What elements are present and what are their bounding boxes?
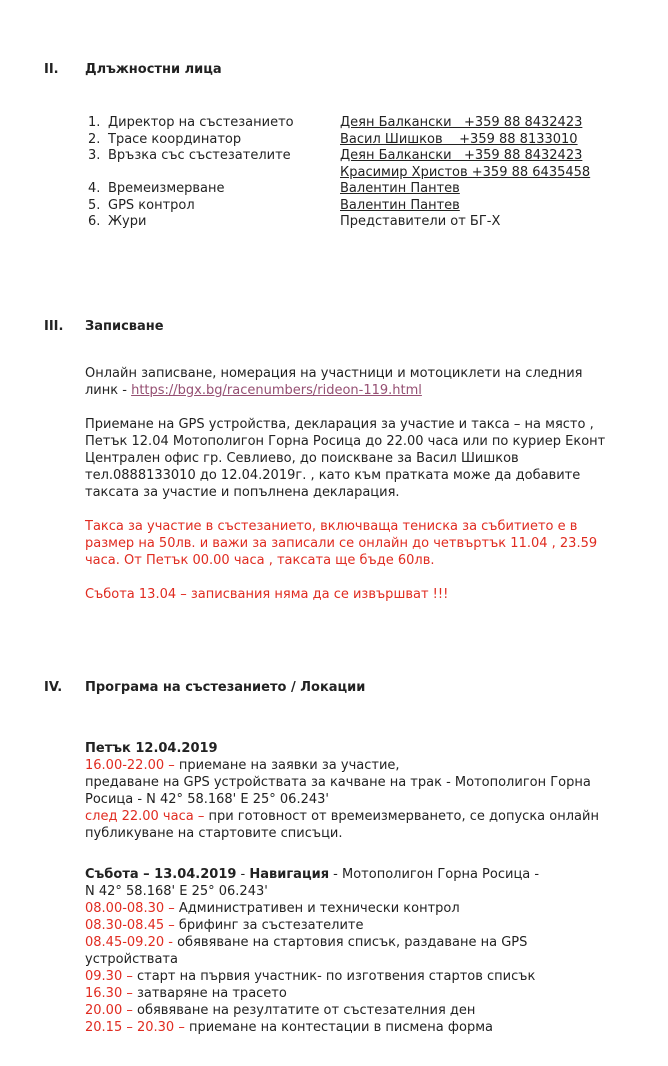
time-label: след 22.00 часа –	[85, 808, 209, 824]
text-segment: линк -	[85, 382, 132, 398]
time-label: 08.00-08.30 –	[85, 900, 179, 916]
official-row	[85, 214, 662, 231]
schedule-block	[85, 740, 662, 842]
official-contacts	[340, 198, 662, 215]
official-contact: Деян Балкански +359 88 8432423	[340, 115, 583, 130]
text-segment: устройствата	[85, 951, 178, 967]
time-label: 20.15 – 20.30 –	[85, 1019, 189, 1035]
section-heading	[44, 61, 662, 78]
official-row	[85, 181, 662, 198]
official-role: Трасе координатор	[108, 131, 242, 147]
text-segment: публикуване на стартовите списъци.	[85, 825, 343, 841]
text-line	[85, 382, 662, 399]
time-label: 16.00-22.00 –	[85, 757, 179, 773]
official-row	[85, 148, 662, 181]
text-segment: тел.0888133010 до 12.04.2019г. , като към пратката може да добавите	[85, 467, 581, 483]
official-role: GPS контрол	[108, 197, 195, 213]
text-segment: -	[236, 866, 250, 882]
text-segment: обявяване на стартовия списък, раздаване на GPS	[177, 934, 528, 950]
time-label: размер на 50лв. и важи за записали се онлайн до четвъртък 11.04 , 23.59	[85, 535, 598, 551]
bold-text: Събота – 13.04.2019	[85, 866, 237, 882]
section-officials	[44, 31, 662, 261]
section-numeral: III.	[44, 318, 64, 334]
schedule-block	[85, 866, 662, 1036]
official-number: 5.	[88, 197, 101, 213]
text-segment: при готовност от времеизмерването, се допуска онлайн	[208, 808, 599, 824]
text-segment: Петък 12.04 Мотополигон Горна Росица до 22.00 часа или по куриер Еконт	[85, 433, 606, 449]
official-row	[85, 198, 662, 215]
bold-text: Навигация	[249, 866, 330, 882]
text-line	[85, 808, 662, 825]
paragraph	[85, 365, 662, 399]
official-contacts	[340, 214, 662, 231]
text-segment: Приемане на GPS устройства, декларация за участие и такса – на място ,	[85, 416, 594, 432]
text-line	[85, 917, 662, 934]
official-contacts	[340, 132, 662, 149]
registration-link[interactable]: https://bgx.bg/racenumbers/rideon-119.html	[131, 382, 422, 398]
official-number: 6.	[88, 214, 101, 229]
official-role: Директор на състезанието	[108, 115, 294, 130]
text-line	[85, 467, 662, 484]
text-line	[85, 433, 662, 450]
time-label: 16.30 –	[85, 985, 137, 1001]
text-line	[85, 1002, 662, 1019]
text-segment: старт на първия участник- по изготвения стартов списък	[136, 968, 536, 984]
time-label: 20.00 –	[85, 1002, 137, 1018]
official-contacts	[340, 148, 662, 181]
official-number: 2.	[88, 131, 101, 147]
paragraph	[85, 518, 662, 569]
section-title: Записване	[85, 318, 164, 334]
text-line	[85, 985, 662, 1002]
text-line	[85, 416, 662, 433]
text-segment: приемане на заявки за участие,	[178, 757, 400, 773]
official-role: Жури	[108, 214, 147, 229]
section-heading	[44, 318, 662, 335]
text-line	[85, 951, 662, 968]
official-contact: Красимир Христов +359 88 6435458	[340, 164, 591, 180]
text-line	[85, 825, 662, 842]
time-label: часа. От Петък 00.00 часа , таксата ще бъде 60лв.	[85, 552, 435, 568]
text-line	[85, 518, 662, 535]
text-segment: - Мотополигон Горна Росица -	[329, 866, 540, 882]
official-contact: Васил Шишков +359 88 8133010	[340, 131, 578, 147]
official-row	[85, 115, 662, 132]
official-contacts	[340, 181, 662, 198]
text-segment: Централен офис гр. Севлиево, до поискване за Васил Шишков	[85, 450, 519, 466]
official-number: 3.	[88, 148, 101, 163]
text-segment: обявяване на резултатите от състезателния ден	[136, 1002, 476, 1018]
text-line	[85, 1019, 662, 1036]
official-contacts	[340, 115, 662, 132]
text-line	[85, 552, 662, 569]
section-heading	[44, 679, 662, 696]
text-line	[85, 586, 662, 603]
text-segment: приемане на контестации в писмена форма	[188, 1019, 493, 1035]
text-line	[85, 757, 662, 774]
official-contact: Валентин Пантев	[340, 181, 460, 196]
text-segment: Онлайн записване, номерация на участници и мотоциклети на следния	[85, 365, 583, 381]
text-segment: предаване на GPS устройствата за качване на трак - Мотополигон Горна	[85, 774, 591, 790]
paragraph	[85, 586, 662, 603]
text-line	[85, 450, 662, 467]
text-segment: затваряне на трасето	[136, 985, 287, 1001]
text-line	[85, 934, 662, 951]
officials-list	[85, 115, 662, 231]
text-line	[85, 365, 662, 382]
section-title: Програма на състезанието / Локации	[85, 679, 366, 695]
official-number: 1.	[88, 115, 101, 130]
text-line	[85, 900, 662, 917]
text-line	[85, 484, 662, 501]
text-segment: N 42° 58.168' E 25° 06.243'	[85, 883, 268, 899]
text-line	[85, 883, 662, 900]
text-segment: брифинг за състезателите	[178, 917, 364, 933]
time-label: 09.30 –	[85, 968, 137, 984]
text-line	[85, 774, 662, 791]
bold-text: Петък 12.04.2019	[85, 740, 218, 756]
official-contact: Представители от БГ-Х	[340, 214, 501, 229]
section-numeral: IV.	[44, 679, 63, 695]
official-role: Връзка със състезателите	[108, 148, 291, 163]
time-label: 08.30-08.45 –	[85, 917, 179, 933]
text-segment: Росица - N 42° 58.168' E 25° 06.243'	[85, 791, 329, 807]
text-segment: Административен и технически контрол	[178, 900, 460, 916]
official-number: 4.	[88, 181, 101, 196]
text-line	[85, 535, 662, 552]
text-line	[85, 968, 662, 985]
time-label: Събота 13.04 – записвания няма да се извършват !!!	[85, 586, 449, 602]
text-line	[85, 791, 662, 808]
paragraph	[85, 416, 662, 501]
official-role: Времеизмерване	[108, 181, 225, 196]
registration-paragraphs	[85, 365, 662, 603]
official-row	[85, 132, 662, 149]
section-title: Длъжностни лица	[85, 62, 222, 77]
official-contact: Деян Балкански +359 88 8432423	[340, 148, 583, 163]
official-contact: Валентин Пантев	[340, 197, 460, 213]
text-line	[85, 866, 662, 883]
section-program	[44, 649, 662, 1066]
time-label: 08.45-09.20 -	[85, 934, 178, 950]
text-line	[85, 740, 662, 757]
time-label: Такса за участие в състезанието, включваща тениска за събитието е в	[85, 518, 578, 534]
program-blocks	[85, 740, 662, 1036]
text-segment: таксата за участие и попълнена декларация.	[85, 484, 400, 500]
section-registration	[44, 288, 662, 633]
section-numeral: II.	[44, 62, 59, 77]
